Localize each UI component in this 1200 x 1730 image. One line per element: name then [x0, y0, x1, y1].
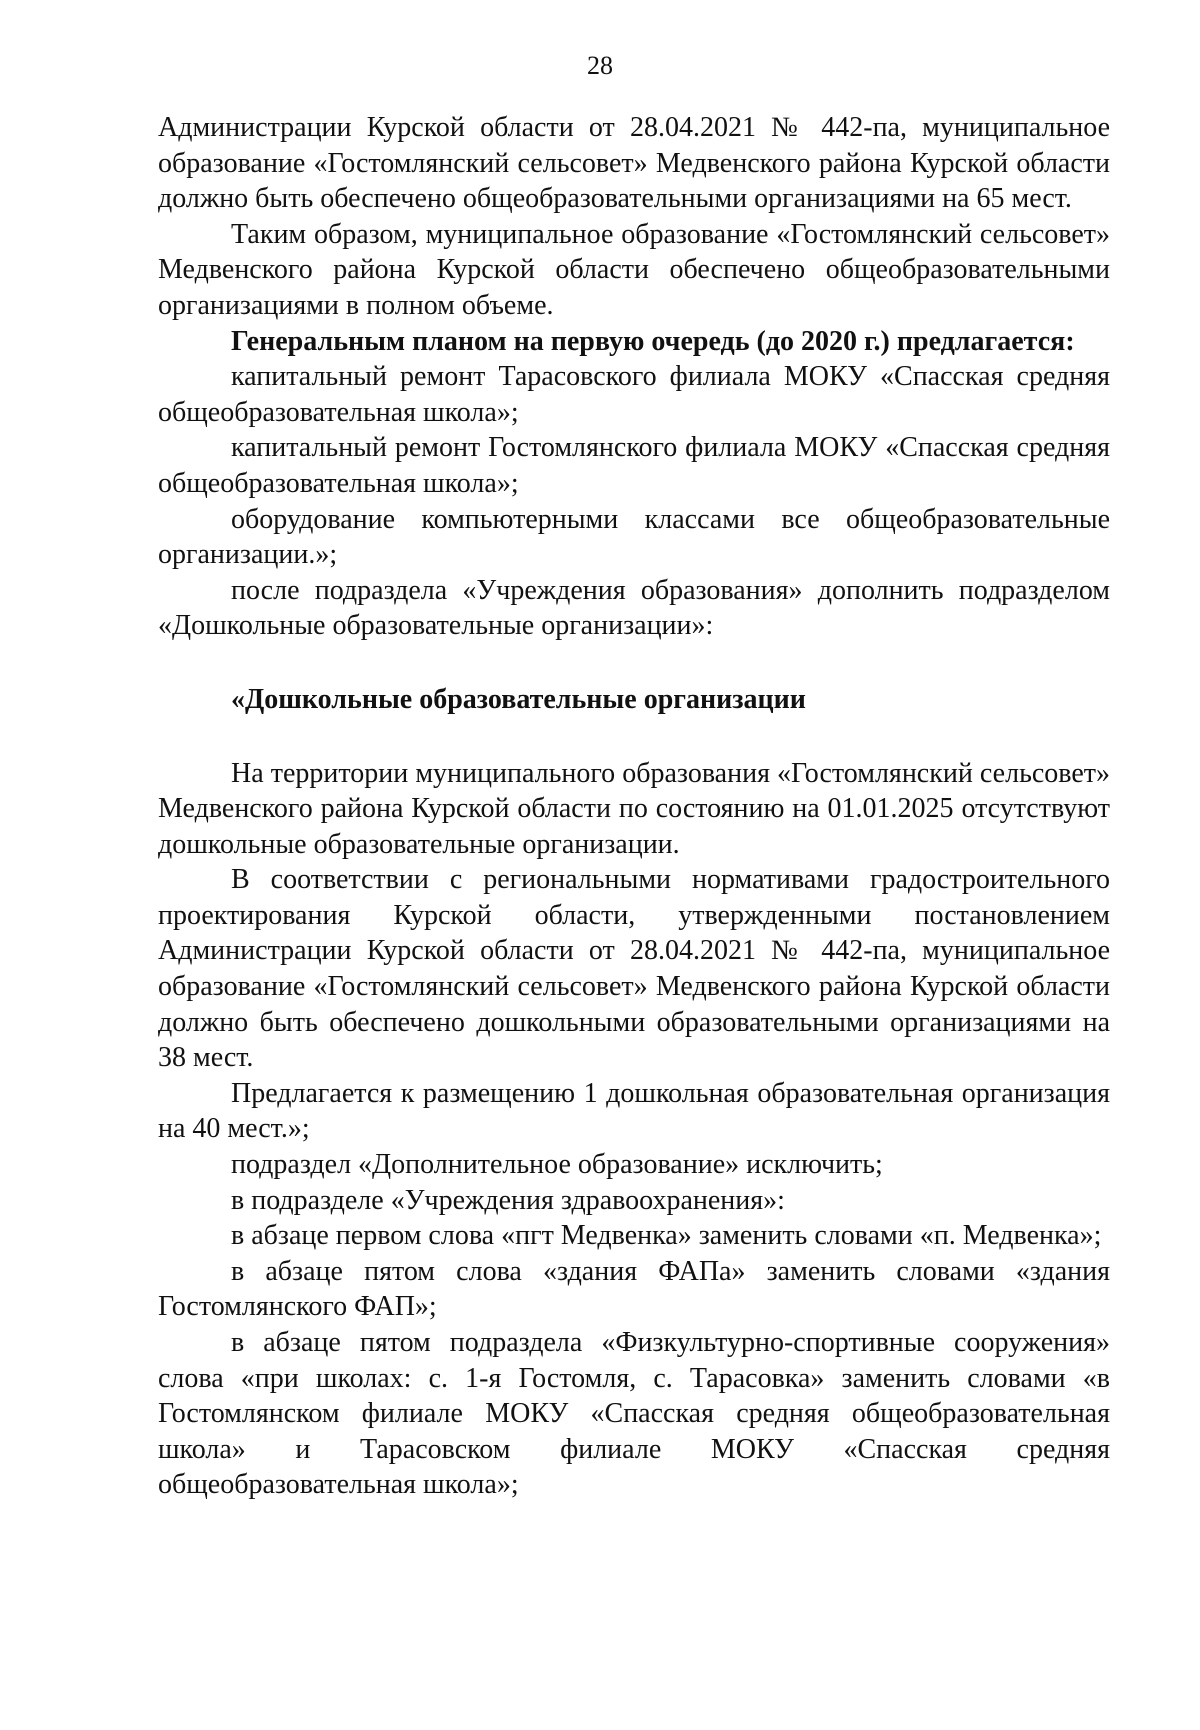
paragraph-item-tarasovka-repair: капитальный ремонт Тарасовского филиала МОКУ «Спасская средняя общеобразовательная школа»;: [158, 361, 1110, 428]
paragraph-territory: На территории муниципального образования «Гостомлянский сельсовет» Медвенского района Курской области по состоянию на 01.01.2025 отсутствуют дошкольные образовательные организации.: [158, 757, 1110, 860]
paragraph-first-abzac: в абзаце первом слова «пгт Медвенка» заменить словами «п. Медвенка»;: [231, 1220, 1102, 1252]
paragraph-sports-facilities: в абзаце пятом подраздела «Физкультурно-спортивные сооружения» слова «при школах: с. 1-я Гостомля, с. Тарасовка» заменить словами «в Гостомлянском филиале МОКУ «Спасская средняя общеобразовательная школа» и Тарасовском филиале МОКУ «Спасская средняя общеобразовательная школа»;: [158, 1327, 1110, 1501]
paragraph-fifth-abzac: в абзаце пятом слова «здания ФАПа» заменить словами «здания Гостомлянского ФАП»;: [158, 1255, 1110, 1323]
paragraph-add-subsection: после подраздела «Учреждения образования» дополнить подразделом «Дошкольные образовательные организации»:: [158, 574, 1110, 642]
paragraph-continuation: Администрации Курской области от 28.04.2021 № 442-па, муниципальное образование «Гостомлянский сельсовет» Медвенского района Курской области должно быть обеспечено общеобразовательными организациями на 65 мест.: [158, 112, 1110, 215]
paragraph-proposal-placement: Предлагается к размещению 1 дошкольная образовательная организация на 40 мест.»;: [158, 1077, 1110, 1145]
paragraph-healthcare-subsection: в подразделе «Учреждения здравоохранения»:: [231, 1184, 785, 1216]
paragraph-exclude-subsection: подраздел «Дополнительное образование» исключить;: [231, 1149, 883, 1181]
paragraph-regional-norms: В соответствии с региональными нормативами градостроительного проектирования Курской области, утвержденными постановлением Администрации Курской области от 28.04.2021 № 442-па, муниципальное образование «Гостомлянский сельсовет» Медвенского района Курской области должно быть обеспечено дошкольными образовательными организациями на 38 мест.: [158, 864, 1110, 1074]
paragraph-conclusion: Таким образом, муниципальное образование «Гостомлянский сельсовет» Медвенского района Курской области обеспечено общеобразовательными организациями в полном объеме.: [158, 218, 1110, 321]
paragraph-general-plan-proposal: Генеральным планом на первую очередь (до 2020 г.) предлагается:: [231, 325, 1075, 357]
document-body: [158, 110, 1110, 1503]
page-number: 28: [587, 51, 613, 80]
paragraph-item-computer-classes: оборудование компьютерными классами все общеобразовательные организации.»;: [158, 503, 1110, 571]
section-heading: «Дошкольные образовательные организации: [231, 683, 806, 715]
paragraph-item-gostomlya-repair: капитальный ремонт Гостомлянского филиала МОКУ «Спасская средняя общеобразовательная школа»;: [158, 432, 1110, 499]
